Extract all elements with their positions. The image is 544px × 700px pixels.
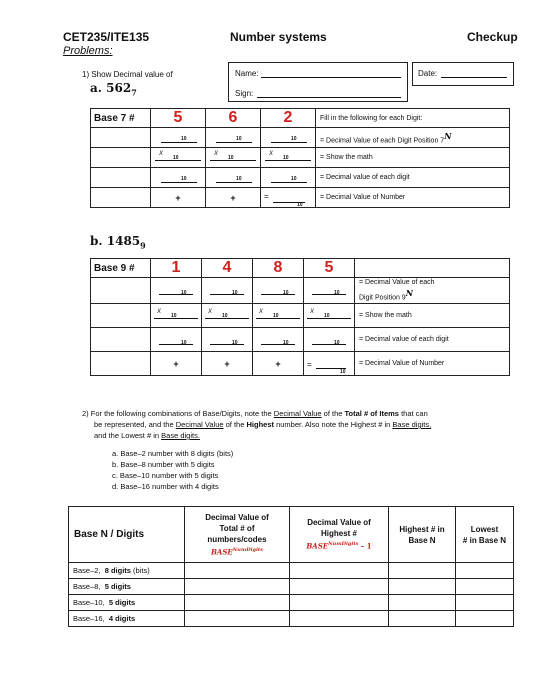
date-box — [412, 62, 514, 86]
base9-table — [90, 258, 510, 376]
base9-label: Base 9 # — [91, 259, 151, 278]
list-item: d. Base–16 number with 4 digits — [112, 482, 219, 491]
answer-cell[interactable] — [389, 611, 456, 627]
answer-cell[interactable] — [456, 579, 514, 595]
base9-cell[interactable]: 10 — [253, 278, 304, 304]
table-row — [69, 579, 514, 595]
base9-digit: 5 — [304, 259, 355, 278]
base9-cell[interactable]: 10 — [151, 328, 202, 352]
base7-table — [90, 108, 510, 208]
q1-part-a: a. $562_7$ — [90, 81, 137, 98]
base9-math-cell[interactable]: X 10 — [253, 304, 304, 328]
col-header-highest-base: Highest # in Base N — [389, 507, 456, 563]
row-label: Base–2, 8 digits (bits) — [69, 563, 185, 579]
plus-sign: + — [151, 188, 206, 208]
plus-sign: + — [253, 352, 304, 376]
base9-row3-desc: = Decimal value of each digit — [355, 328, 510, 352]
date-label: Date: — [418, 69, 438, 78]
base9-row2-desc: = Show the math — [355, 304, 510, 328]
list-item: c. Base–10 number with 5 digits — [112, 471, 219, 480]
base7-label: Base 7 # — [91, 109, 151, 128]
base9-cell[interactable]: 10 — [304, 278, 355, 304]
answer-cell[interactable] — [389, 563, 456, 579]
answer-cell[interactable] — [290, 563, 389, 579]
name-label: Name: — [235, 69, 259, 78]
base7-math-cell[interactable]: X 10 — [206, 148, 261, 168]
date-field[interactable] — [441, 77, 507, 78]
plus-sign: + — [202, 352, 253, 376]
summary-table — [68, 506, 514, 627]
base9-cell[interactable]: 10 — [202, 278, 253, 304]
base7-math-cell[interactable]: X 10 — [151, 148, 206, 168]
base7-cell[interactable]: 10 — [261, 168, 316, 188]
plus-sign: + — [206, 188, 261, 208]
table-row — [69, 563, 514, 579]
answer-cell[interactable] — [290, 611, 389, 627]
answer-cell[interactable] — [456, 595, 514, 611]
base7-row2-desc: = Show the math — [316, 148, 510, 168]
plus-sign: + — [151, 352, 202, 376]
table-row — [69, 611, 514, 627]
page-title: Number systems — [230, 30, 327, 44]
base7-total-cell[interactable]: = 10 — [261, 188, 316, 208]
answer-cell[interactable] — [290, 595, 389, 611]
base7-hint: Fill in the following for each Digit: — [316, 109, 510, 128]
course-code: CET235/ITE135 — [63, 30, 150, 44]
base9-math-cell[interactable]: X 10 — [202, 304, 253, 328]
list-item: b. Base–8 number with 5 digits — [112, 460, 215, 469]
q1-part-b: b. $1485_9$ — [90, 234, 146, 251]
answer-cell[interactable] — [185, 595, 290, 611]
name-field[interactable] — [261, 77, 401, 78]
row-label: Base–16, 4 digits — [69, 611, 185, 627]
base7-cell[interactable]: 10 — [206, 168, 261, 188]
q2-prompt: 2) For the following combinations of Base/Digits, note the Decimal Value of the Total # of Items that can be represented, and the Decimal Value of the Highest number. Also note the Highest # in Base digits, and the Lowest # in Base digits. — [82, 409, 432, 440]
base7-row1-desc: = Decimal Value of each Digit Position $7^N$ — [316, 128, 510, 148]
q2-list — [112, 448, 233, 492]
base7-cell[interactable]: 10 — [206, 128, 261, 148]
col-header-lowest: Lowest # in Base N — [456, 507, 514, 563]
base7-cell[interactable]: 10 — [151, 168, 206, 188]
answer-cell[interactable] — [456, 563, 514, 579]
list-item: a. Base–2 number with 8 digits (bits) — [112, 449, 234, 458]
answer-cell[interactable] — [185, 579, 290, 595]
base9-math-cell[interactable]: X 10 — [151, 304, 202, 328]
answer-cell[interactable] — [389, 595, 456, 611]
base9-cell[interactable]: 10 — [253, 328, 304, 352]
sign-field[interactable] — [257, 97, 401, 98]
base9-row1-desc: = Decimal Value of each Digit Position $9^N$ — [355, 278, 510, 304]
base7-cell[interactable]: 10 — [261, 128, 316, 148]
base7-digit: 5 — [151, 109, 206, 128]
col-header-highest: Decimal Value of Highest # $BASE^{NumDigits} - 1$ — [290, 507, 389, 563]
base9-total-cell[interactable]: = 10 — [304, 352, 355, 376]
answer-cell[interactable] — [456, 611, 514, 627]
base9-cell[interactable]: 10 — [304, 328, 355, 352]
q1-prompt: 1) Show Decimal value of — [82, 70, 173, 79]
base7-math-cell[interactable]: X 10 — [261, 148, 316, 168]
answer-cell[interactable] — [185, 563, 290, 579]
col-header-total: Decimal Value of Total # of numbers/codes $BASE^{NumDigits}$ — [185, 507, 290, 563]
row-label: Base–10, 5 digits — [69, 595, 185, 611]
base7-row3-desc: = Decimal value of each digit — [316, 168, 510, 188]
sign-label: Sign: — [235, 89, 254, 98]
base7-digit: 2 — [261, 109, 316, 128]
name-sign-box — [228, 62, 408, 102]
base7-digit: 6 — [206, 109, 261, 128]
base9-row4-desc: = Decimal Value of Number — [355, 352, 510, 376]
base9-math-cell[interactable]: X 10 — [304, 304, 355, 328]
checkup-label: Checkup — [467, 30, 518, 44]
answer-cell[interactable] — [389, 579, 456, 595]
base9-cell[interactable]: 10 — [151, 278, 202, 304]
problems-heading: Problems: — [63, 45, 113, 57]
col-header-base: Base N / Digits — [69, 507, 185, 563]
base9-cell[interactable]: 10 — [202, 328, 253, 352]
row-label: Base–8, 5 digits — [69, 579, 185, 595]
table-row — [69, 595, 514, 611]
base9-digit: 1 — [151, 259, 202, 278]
base9-digit: 4 — [202, 259, 253, 278]
base7-cell[interactable]: 10 — [151, 128, 206, 148]
answer-cell[interactable] — [185, 611, 290, 627]
base7-row4-desc: = Decimal Value of Number — [316, 188, 510, 208]
base9-digit: 8 — [253, 259, 304, 278]
answer-cell[interactable] — [290, 579, 389, 595]
